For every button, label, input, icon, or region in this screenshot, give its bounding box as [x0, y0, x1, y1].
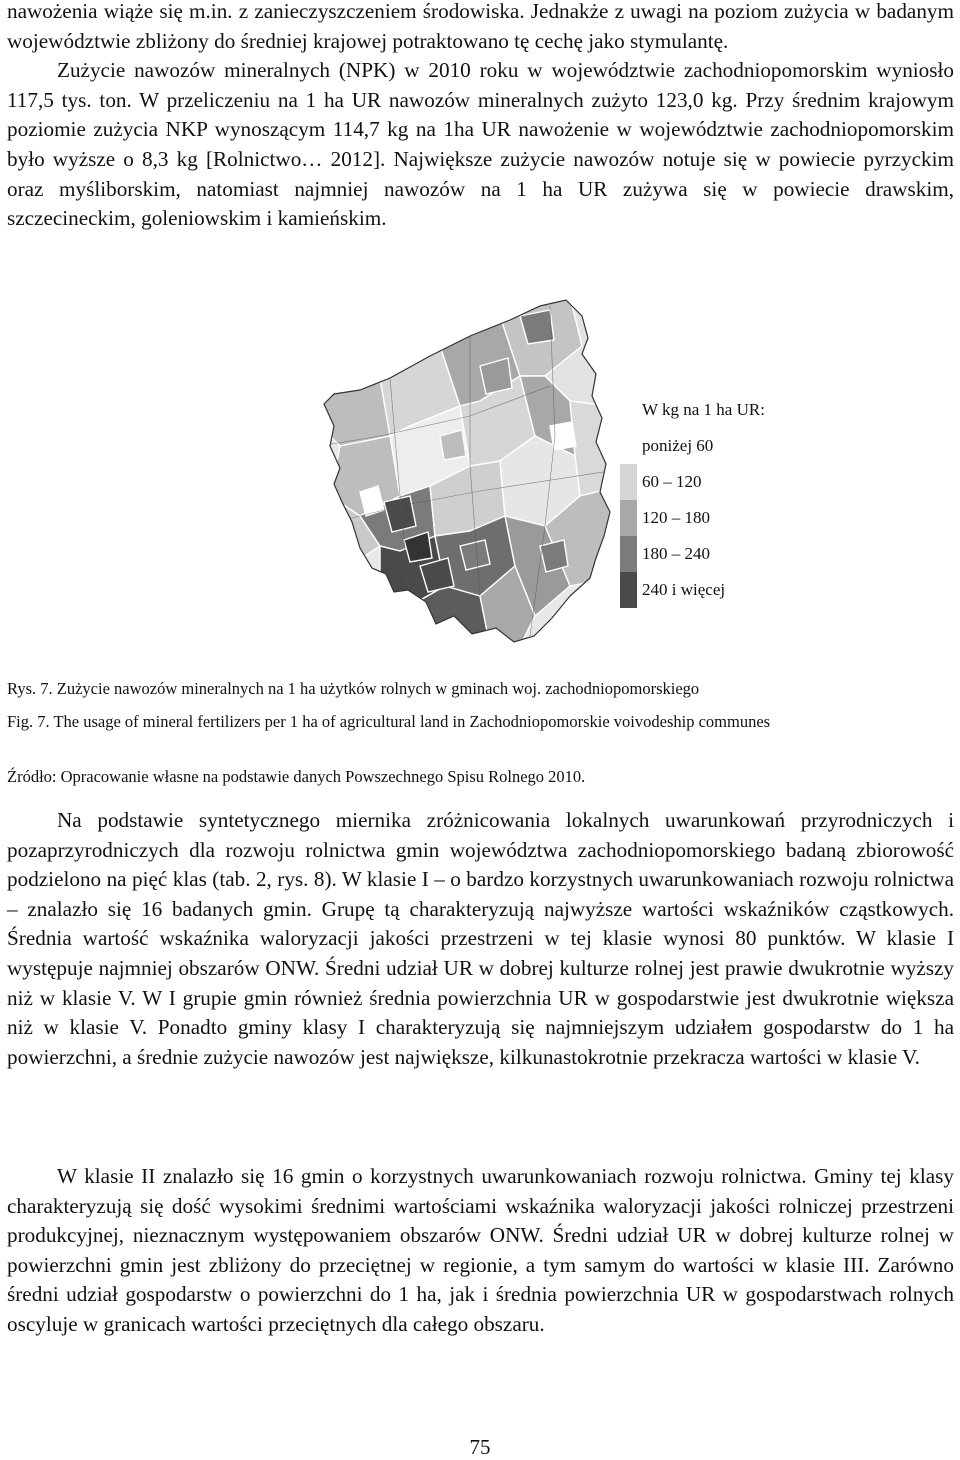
- map-svg: [320, 296, 640, 646]
- legend-swatch-5: [620, 572, 637, 608]
- legend-label-2: 60 – 120: [642, 472, 702, 491]
- class-one-paragraph: Na podstawie syntetycznego miernika zróżnicowania lokalnych uwarunkowań przyrodniczych i pozaprzyrodniczych dla rozwoju rolnictwa gmin województwa zachodniopomorskiego badaną zbiorowość podzielono na pięć klas (tab. 2, rys. 8). W klasie I – o bardzo korzystnych uwarunkowaniach rozwoju rolnictwa – znalazło się 16 badanych gmin. Grupę tą charakteryzują najwyższe wartości wskaźników cząstkowych. Średnia wartość wskaźnika waloryzacji jakości przestrzeni w tej klasie wynosi 80 punktów. W klasie I występuje najmniej obszarów ONW. Średni udział UR w dobrej kulturze rolnej jest prawie dwukrotnie wyższy niż w klasie V. W I grupie gmin również średnia powierzchnia UR w gospodarstwie jest dwukrotnie większa niż w klasie V. Ponadto gminy klasy I charakteryzują się najmniejszym udziałem gospodarstw do 1 ha powierzchni, a średnie zużycie nawozów jest największe, kilkunastokrotnie przekracza wartości w klasie V.: [7, 808, 954, 1069]
- legend-swatch-1: [620, 428, 637, 464]
- legend-row-4: [620, 536, 820, 572]
- legend-label-4: 180 – 240: [642, 544, 710, 563]
- figure-caption-en: Fig. 7. The usage of mineral fertilizers per 1 ha of agricultural land in Zachodniopomorskie voivodeship communes: [7, 712, 771, 731]
- legend-swatch-2: [620, 464, 637, 500]
- legend-row-1: [620, 428, 820, 464]
- intro-paragraph-text: nawożenia wiąże się m.in. z zanieczyszczeniem środowiska. Jednakże z uwagi na poziom zużycia w badanym województwie zbliżony do średniej krajowej potraktowano tę cechę jako stymulantę.: [7, 0, 954, 53]
- intro-paragraph: [7, 0, 954, 234]
- legend-swatch-4: [620, 536, 637, 572]
- class-two-paragraph: W klasie II znalazło się 16 gmin o korzystnych uwarunkowaniach rozwoju rolnictwa. Gminy tej klasy charakteryzują się dość wysokimi średnimi wartościami wskaźnika waloryzacji jakości rolniczej przestrzeni produkcyjnej, nieznacznym występowaniem obszarów ONW. Średni udział UR w dobrej kulturze rolnej w powierzchni gmin jest zbliżony do przeciętnej w regionie, a tym samym do wartości w klasie III. Zarówno średni udział gospodarstw o powierzchni do 1 ha, jak i średnia powierzchnia UR w gospodarstwach rolnych oscyluje w granicach wartości przeciętnych dla całego obszaru.: [7, 1164, 954, 1336]
- figure-caption-pl: Rys. 7. Zużycie nawozów mineralnych na 1 ha użytków rolnych w gminach woj. zachodniopomorskiego: [7, 679, 700, 698]
- legend-label-1: poniżej 60: [642, 436, 714, 455]
- choropleth-map: [320, 296, 640, 646]
- legend-swatch-3: [620, 500, 637, 536]
- legend-row-3: [620, 500, 820, 536]
- page-number: 75: [469, 1435, 491, 1459]
- fertilizer-usage-paragraph: Zużycie nawozów mineralnych (NPK) w 2010 roku w województwie zachodniopomorskim wyniosło 117,5 tys. ton. W przeliczeniu na 1 ha UR nawozów mineralnych zużyto 123,0 kg. Przy średnim krajowym poziomie zużycia NKP wynoszącym 114,7 kg na 1ha UR nawożenie w województwie zachodniopomorskim było wyższe o 8,3 kg [Rolnictwo… 2012]. Największe zużycie nawozów notuje się w powiecie pyrzyckim oraz myśliborskim, natomiast najmniej nawozów na 1 ha UR zużywa się w powiecie drawskim, szczecineckim, goleniowskim i kamieńskim.: [7, 58, 954, 231]
- legend-label-3: 120 – 180: [642, 508, 710, 527]
- map-regions: [320, 296, 640, 646]
- legend-label-5: 240 i więcej: [642, 580, 726, 599]
- figure-source: Źródło: Opracowanie własne na podstawie danych Powszechnego Spisu Rolnego 2010.: [7, 767, 586, 786]
- legend-row-2: [620, 464, 820, 500]
- legend-title: W kg na 1 ha UR:: [642, 400, 765, 419]
- legend-row-5: [620, 572, 820, 608]
